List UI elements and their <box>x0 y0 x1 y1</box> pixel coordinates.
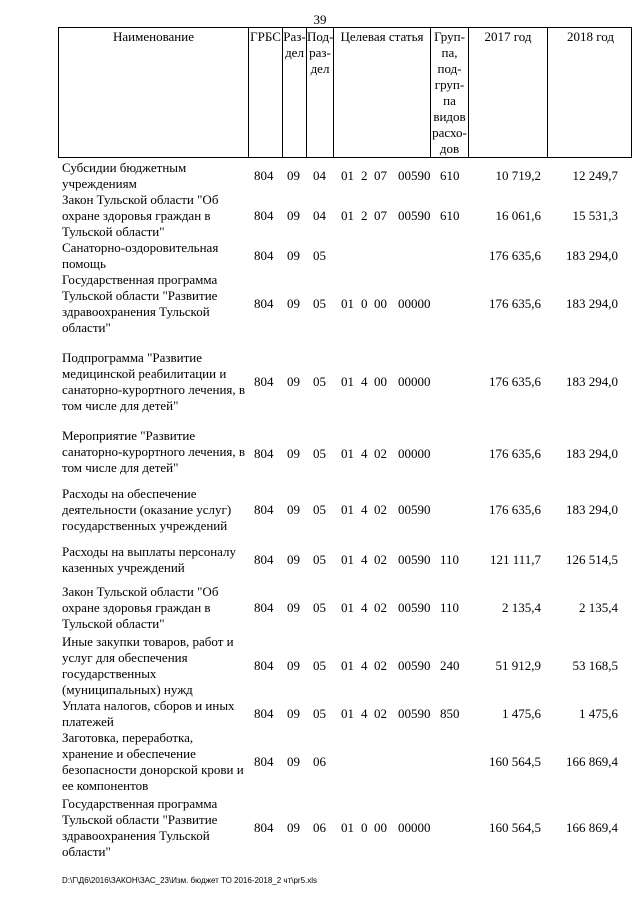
row-name: Государственная программа Тульской области "Развитие здравоохранения Тульской области" <box>62 272 218 335</box>
row-name: Санаторно-оздоровительная помощь <box>62 240 219 271</box>
cell-podrazdel: 05 <box>313 374 326 389</box>
header-grbs: ГРБС <box>248 28 282 157</box>
cell-target-program: 01 <box>341 296 354 311</box>
row-name: Государственная программа Тульской области "Развитие здравоохранения Тульской области" <box>62 796 218 859</box>
cell-2018: 183 294,0 <box>566 248 618 263</box>
cell-grbs: 804 <box>254 248 274 263</box>
cell-grbs: 804 <box>254 208 274 223</box>
cell-target-subprogram: 2 <box>361 168 368 183</box>
cell-target-event: 00 <box>374 820 387 835</box>
cell-target-event: 02 <box>374 658 387 673</box>
cell-grbs: 804 <box>254 754 274 769</box>
cell-2017: 16 061,6 <box>495 208 541 223</box>
cell-group: 240 <box>440 658 460 673</box>
cell-target-program: 01 <box>341 552 354 567</box>
cell-2018: 183 294,0 <box>566 502 618 517</box>
cell-target-code: 00590 <box>398 658 431 673</box>
cell-podrazdel: 06 <box>313 820 326 835</box>
header-2018: 2018 год <box>547 28 633 157</box>
cell-target-program: 01 <box>341 446 354 461</box>
cell-group: 610 <box>440 168 460 183</box>
cell-target-event: 02 <box>374 706 387 721</box>
cell-podrazdel: 05 <box>313 658 326 673</box>
cell-2018: 12 249,7 <box>572 168 618 183</box>
cell-grbs: 804 <box>254 502 274 517</box>
cell-podrazdel: 06 <box>313 754 326 769</box>
cell-2017: 51 912,9 <box>495 658 541 673</box>
cell-2017: 176 635,6 <box>489 248 541 263</box>
cell-2017: 121 111,7 <box>489 552 541 567</box>
cell-razdel: 09 <box>287 296 300 311</box>
cell-podrazdel: 05 <box>313 502 326 517</box>
row-name: Субсидии бюджетным учреждениям <box>62 160 187 191</box>
cell-target-subprogram: 0 <box>361 820 368 835</box>
cell-podrazdel: 05 <box>313 600 326 615</box>
cell-target-code: 00590 <box>398 706 431 721</box>
cell-target-subprogram: 4 <box>361 374 368 389</box>
header-2017: 2017 год <box>468 28 547 157</box>
cell-target-subprogram: 0 <box>361 296 368 311</box>
cell-podrazdel: 05 <box>313 296 326 311</box>
cell-podrazdel: 05 <box>313 552 326 567</box>
cell-razdel: 09 <box>287 446 300 461</box>
cell-2018: 166 869,4 <box>566 754 618 769</box>
cell-target-program: 01 <box>341 600 354 615</box>
cell-grbs: 804 <box>254 820 274 835</box>
cell-2018: 183 294,0 <box>566 296 618 311</box>
cell-razdel: 09 <box>287 248 300 263</box>
cell-2018: 53 168,5 <box>572 658 618 673</box>
cell-group: 110 <box>440 600 460 615</box>
cell-grbs: 804 <box>254 600 274 615</box>
cell-group: 110 <box>440 552 460 567</box>
cell-2017: 2 135,4 <box>502 600 541 615</box>
cell-target-program: 01 <box>341 168 354 183</box>
cell-razdel: 09 <box>287 374 300 389</box>
file-path-footer: D:\Г\Д6\2016\ЗАКОН\ЗАС_23\Изм. бюджет ТО 2016-2018_2 чт\pr5.xls <box>62 876 318 885</box>
row-name: Расходы на обеспечение деятельности (оказание услуг) государственных учреждений <box>62 486 232 533</box>
cell-2017: 176 635,6 <box>489 374 541 389</box>
row-name: Уплата налогов, сборов и иных платежей <box>62 698 235 729</box>
row-name: Мероприятие "Развитие санаторно-курортного лечения, в том числе для детей" <box>62 428 246 475</box>
cell-podrazdel: 05 <box>313 706 326 721</box>
cell-2017: 176 635,6 <box>489 446 541 461</box>
cell-grbs: 804 <box>254 296 274 311</box>
cell-2018: 1 475,6 <box>579 706 618 721</box>
cell-target-event: 02 <box>374 600 387 615</box>
cell-group: 610 <box>440 208 460 223</box>
cell-grbs: 804 <box>254 374 274 389</box>
table-header <box>58 27 632 158</box>
cell-target-event: 02 <box>374 502 387 517</box>
cell-grbs: 804 <box>254 446 274 461</box>
row-name: Закон Тульской области "Об охране здоровья граждан в Тульской области" <box>62 584 219 631</box>
page-number: 39 <box>313 12 327 27</box>
cell-target-code: 00590 <box>398 168 431 183</box>
cell-2018: 183 294,0 <box>566 446 618 461</box>
cell-target-subprogram: 2 <box>361 208 368 223</box>
cell-razdel: 09 <box>287 600 300 615</box>
cell-target-program: 01 <box>341 208 354 223</box>
cell-target-event: 02 <box>374 446 387 461</box>
cell-2017: 1 475,6 <box>502 706 541 721</box>
cell-target-program: 01 <box>341 658 354 673</box>
cell-2018: 2 135,4 <box>579 600 618 615</box>
cell-target-subprogram: 4 <box>361 552 368 567</box>
cell-target-code: 00000 <box>398 446 431 461</box>
cell-2017: 10 719,2 <box>495 168 541 183</box>
cell-target-event: 07 <box>374 168 387 183</box>
cell-2018: 183 294,0 <box>566 374 618 389</box>
cell-razdel: 09 <box>287 552 300 567</box>
cell-grbs: 804 <box>254 552 274 567</box>
row-name: Закон Тульской области "Об охране здоровья граждан в Тульской области" <box>62 192 219 239</box>
cell-2018: 166 869,4 <box>566 820 618 835</box>
cell-2018: 126 514,5 <box>566 552 618 567</box>
cell-podrazdel: 04 <box>313 208 326 223</box>
cell-target-code: 00590 <box>398 502 431 517</box>
row-name: Подпрограмма "Развитие медицинской реабилитации и санаторно-курортного лечения, в том числе для детей" <box>62 350 246 413</box>
row-name: Заготовка, переработка, хранение и обеспечение безопасности донорской крови и ее компонентов <box>62 730 244 793</box>
row-name: Расходы на выплаты персоналу казенных учреждений <box>62 544 237 575</box>
cell-2017: 160 564,5 <box>489 754 541 769</box>
cell-grbs: 804 <box>254 658 274 673</box>
cell-razdel: 09 <box>287 168 300 183</box>
cell-podrazdel: 05 <box>313 248 326 263</box>
cell-target-code: 00590 <box>398 208 431 223</box>
cell-target-subprogram: 4 <box>361 706 368 721</box>
cell-target-subprogram: 4 <box>361 502 368 517</box>
cell-target-code: 00590 <box>398 600 431 615</box>
cell-razdel: 09 <box>287 754 300 769</box>
cell-podrazdel: 04 <box>313 168 326 183</box>
header-podrazdel: Под- раз- дел <box>306 28 333 157</box>
cell-target-code: 00000 <box>398 374 431 389</box>
cell-target-program: 01 <box>341 374 354 389</box>
cell-target-subprogram: 4 <box>361 658 368 673</box>
cell-razdel: 09 <box>287 502 300 517</box>
header-razdel: Раз- дел <box>282 28 306 157</box>
cell-razdel: 09 <box>287 208 300 223</box>
row-name: Иные закупки товаров, работ и услуг для обеспечения государственных (муниципальных) нужд <box>62 634 234 697</box>
cell-target-subprogram: 4 <box>361 600 368 615</box>
cell-target-program: 01 <box>341 502 354 517</box>
cell-2017: 160 564,5 <box>489 820 541 835</box>
cell-target-code: 00000 <box>398 820 431 835</box>
cell-grbs: 804 <box>254 168 274 183</box>
cell-razdel: 09 <box>287 820 300 835</box>
cell-target-subprogram: 4 <box>361 446 368 461</box>
cell-podrazdel: 05 <box>313 446 326 461</box>
cell-target-event: 00 <box>374 296 387 311</box>
cell-target-event: 00 <box>374 374 387 389</box>
cell-target-code: 00000 <box>398 296 431 311</box>
cell-2017: 176 635,6 <box>489 296 541 311</box>
cell-target-program: 01 <box>341 820 354 835</box>
cell-target-code: 00590 <box>398 552 431 567</box>
header-group: Груп- па, под- груп- па видов расхо- дов <box>430 28 468 157</box>
cell-group: 850 <box>440 706 460 721</box>
cell-target-event: 07 <box>374 208 387 223</box>
cell-razdel: 09 <box>287 658 300 673</box>
header-target: Целевая статья <box>333 28 430 157</box>
cell-target-program: 01 <box>341 706 354 721</box>
header-name: Наименование <box>113 29 194 44</box>
cell-2018: 15 531,3 <box>572 208 618 223</box>
cell-grbs: 804 <box>254 706 274 721</box>
cell-razdel: 09 <box>287 706 300 721</box>
cell-target-event: 02 <box>374 552 387 567</box>
cell-2017: 176 635,6 <box>489 502 541 517</box>
